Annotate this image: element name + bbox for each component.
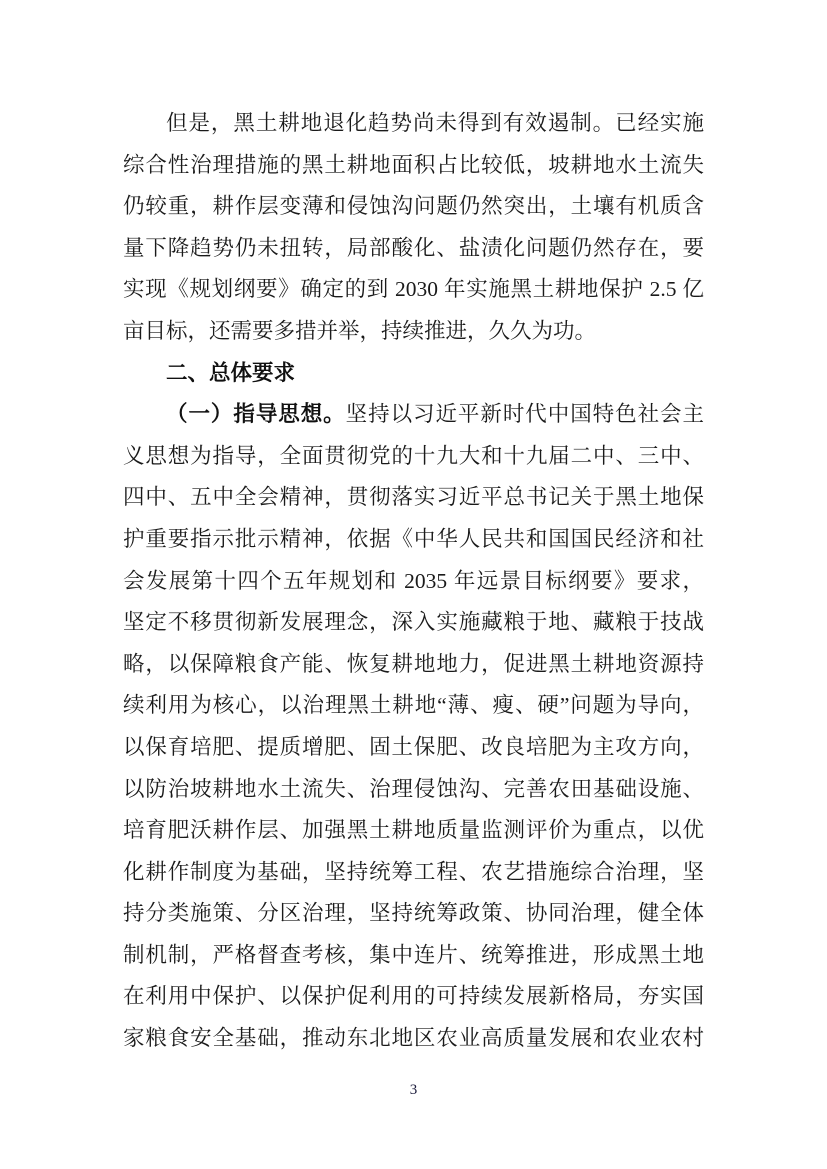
text-line: 培育肥沃耕作层、加强黑土耕地质量监测评价为重点，以优: [123, 818, 704, 843]
text-line: 化耕作制度为基础，坚持统筹工程、农艺措施综合治理，坚: [123, 859, 704, 884]
paragraph-2-continuation: [123, 436, 704, 1060]
paragraph-2-first-line-text: 坚持以习近平新时代中国特色社会主: [345, 402, 704, 427]
text-line: 在利用中保护、以保护促利用的可持续发展新格局，夯实国: [123, 984, 704, 1009]
text-line: 以防治坡耕地水土流失、治理侵蚀沟、完善农田基础设施、: [123, 776, 704, 801]
text-line: 仍较重，耕作层变薄和侵蚀沟问题仍然突出，土壤有机质含: [123, 194, 704, 219]
paragraph-2-first-line: [123, 394, 704, 436]
text-line: 但是，黑土耕地退化趋势尚未得到有效遏制。已经实施: [166, 111, 704, 135]
text-line: 坚定不移贯彻新发展理念，深入实施藏粮于地、藏粮于技战: [123, 610, 704, 635]
page-number: 3: [409, 1082, 418, 1098]
text-line: 义思想为指导，全面贯彻党的十九大和十九届二中、三中、: [123, 443, 704, 468]
section-heading: 二、总体要求: [166, 360, 296, 385]
text-line: 续利用为核心，以治理黑土耕地“薄、瘦、硬”问题为导向，: [123, 693, 704, 718]
text-block: [123, 103, 704, 1060]
text-line: 家粮食安全基础，推动东北地区农业高质量发展和农业农村: [123, 1026, 704, 1051]
text-line: 持分类施策、分区治理，坚持统筹政策、协同治理，健全体: [123, 901, 704, 926]
text-line: 护重要指示批示精神，依据《中华人民共和国国民经济和社: [123, 526, 704, 551]
text-line: 制机制，严格督查考核，集中连片、统筹推进，形成黑土地: [123, 942, 704, 967]
text-line: 略，以保障粮食产能、恢复耕地地力，促进黑土耕地资源持: [123, 651, 704, 676]
text-line: 实现《规划纲要》确定的到 2030 年实施黑土耕地保护 2.5 亿: [123, 277, 704, 302]
text-line: 综合性治理措施的黑土耕地面积占比较低，坡耕地水土流失: [123, 152, 704, 177]
text-line: 以保育培肥、提质增肥、固土保肥、改良培肥为主攻方向，: [123, 734, 704, 759]
text-line: 会发展第十四个五年规划和 2035 年远景目标纲要》要求，: [123, 568, 704, 593]
paragraph-1: [123, 103, 704, 353]
text-line: 亩目标，还需要多措并举，持续推进，久久为功。: [123, 318, 597, 343]
sub-heading: （一）指导思想。: [166, 402, 346, 427]
text-line: 四中、五中全会精神，贯彻落实习近平总书记关于黑土地保: [123, 485, 704, 510]
text-line: 量下降趋势仍未扭转，局部酸化、盐渍化问题仍然存在，要: [123, 235, 704, 260]
